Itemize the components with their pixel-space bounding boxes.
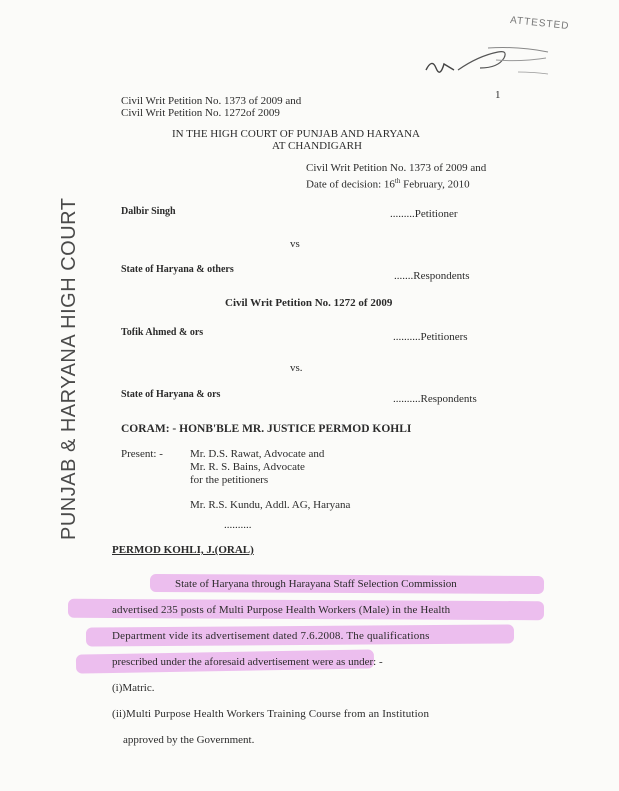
judge-heading: PERMOD KOHLI, J.(ORAL)	[112, 544, 254, 556]
vs-1: vs	[290, 238, 300, 250]
date-prefix: Date of decision: 16	[306, 178, 395, 191]
page-number: 1	[495, 89, 501, 101]
side-court-label: PUNJAB & HARYANA HIGH COURT	[58, 197, 80, 540]
petitioner-2: Tofik Ahmed & ors	[121, 327, 204, 338]
respondent-2: State of Haryana & ors	[121, 389, 221, 400]
body-line-2: advertised 235 posts of Multi Purpose Health Workers (Male) in the Health	[112, 604, 451, 616]
date-sup: th	[394, 177, 401, 185]
petitioner-1-role: .........Petitioner	[390, 208, 458, 220]
case-2-title: Civil Writ Petition No. 1272 of 2009	[225, 297, 393, 309]
coram-line: CORAM: - HONB'BLE MR. JUSTICE PERMOD KOHLI	[121, 423, 412, 435]
list-item-1: (i)Matric.	[112, 682, 155, 694]
list-item-2-cont: approved by the Government.	[123, 734, 255, 746]
respondent-1-role: .......Respondents	[394, 270, 470, 282]
respondent-1: State of Haryana & others	[121, 264, 234, 275]
respondent-2-role: ..........Respondents	[393, 393, 477, 405]
present-line-1: Mr. D.S. Rawat, Advocate and	[190, 448, 325, 460]
present-line-5: Mr. R.S. Kundu, Addl. AG, Haryana	[190, 499, 351, 511]
present-label: Present: -	[121, 448, 163, 460]
present-line-3: for the petitioners	[190, 474, 269, 486]
header-line-2: Civil Writ Petition No. 1272of 2009	[121, 107, 280, 119]
body-line-4: prescribed under the aforesaid advertisement were as under: -	[112, 656, 383, 668]
case-info-line-1: Civil Writ Petition No. 1373 of 2009 and	[306, 162, 487, 174]
body-line-3: Department vide its advertisement dated 7.6.2008. The qualifications	[112, 630, 430, 642]
vs-2: vs.	[290, 362, 303, 374]
handwritten-signature	[418, 40, 568, 82]
date-suffix: February, 2010	[400, 178, 470, 191]
petitioner-1: Dalbir Singh	[121, 206, 176, 217]
header-line-1: Civil Writ Petition No. 1373 of 2009 and	[121, 95, 302, 107]
decision-date	[306, 175, 470, 192]
body-line-1: State of Haryana through Harayana Staff Selection Commission	[175, 578, 457, 590]
attested-stamp: ATTESTED	[509, 14, 570, 33]
present-line-2: Mr. R. S. Bains, Advocate	[190, 461, 305, 473]
petitioner-2-role: ..........Petitioners	[393, 331, 468, 343]
separator-dots: ..........	[224, 519, 252, 531]
court-location: AT CHANDIGARH	[272, 140, 362, 152]
list-item-2: (ii)Multi Purpose Health Workers Training Course from an Institution	[112, 708, 430, 720]
court-title: IN THE HIGH COURT OF PUNJAB AND HARYANA	[172, 128, 420, 140]
